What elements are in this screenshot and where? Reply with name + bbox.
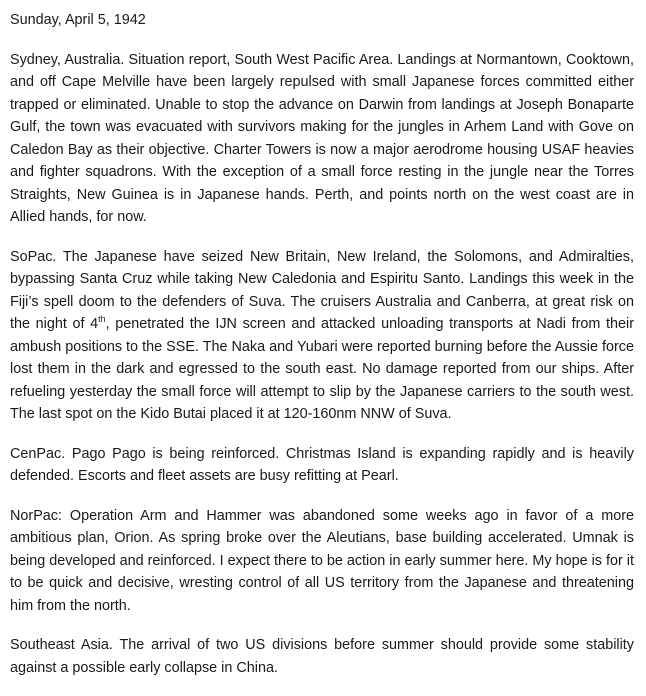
paragraph-southeast-asia-report: Southeast Asia. The arrival of two US divisions before summer should provide some stability against a possible early collapse in China. bbox=[10, 637, 634, 676]
sopac-text-part-1: SoPac. The Japanese have seized New Britain, New Ireland, the Solomons, and Admiralties, bypassing Santa Cruz while taking New Caledonia and Espiritu Santo. Landings this week in the Fiji’s spell doom to the defenders of Suva. The cruisers Australia and Canberra, at great risk on the night of 4 bbox=[10, 248, 634, 332]
date-ordinal-superscript: th bbox=[98, 314, 106, 324]
paragraph-swpa-report: Sydney, Australia. Situation report, South West Pacific Area. Landings at Normantown, Cooktown, and off Cape Melville have been largely repulsed with small Japanese forces committed either trapped or eliminated. Unable to stop the advance on Darwin from landings at Joseph Bonaparte Gulf, the town was evacuated with survivors making for the jungles in Arhem Land with Gove on Caledon Bay as their objective. Charter Towers is now a major aerodrome housing USAF heavies and fighter squadrons. With the exception of a small force resting in the jungle near the Torres Straights, New Guinea is in Japanese hands. Perth, and points north on the west coast are in Allied hands, for now. bbox=[10, 51, 634, 225]
document-date: Sunday, April 5, 1942 bbox=[10, 12, 146, 28]
paragraph-norpac-report: NorPac: Operation Arm and Hammer was abandoned some weeks ago in favor of a more ambitious plan, Orion. As spring broke over the Aleutians, base building accelerated. Umnak is being developed and reinforced. I expect there to be action in early summer here. My hope is for it to be quick and decisive, wresting control of all US territory from the Japanese and threatening him from the north. bbox=[10, 507, 634, 614]
paragraph-sopac-report bbox=[10, 246, 634, 426]
paragraph-cenpac-report: CenPac. Pago Pago is being reinforced. Christmas Island is expanding rapidly and is heavily defended. Escorts and fleet assets are busy refitting at Pearl. bbox=[10, 445, 634, 484]
document-page bbox=[10, 9, 634, 696]
sopac-text-part-2: , penetrated the IJN screen and attacked unloading transports at Nadi from their ambush positions to the SSE. The Naka and Yubari were reported burning before the Aussie force lost them in the dark and egressed to the south east. No damage reported from our ships. After refueling yesterday the small force will attempt to slip by the Japanese carriers to the south west. The last spot on the Kido Butai placed it at 120-160nm NNW of Suva. bbox=[10, 316, 635, 422]
